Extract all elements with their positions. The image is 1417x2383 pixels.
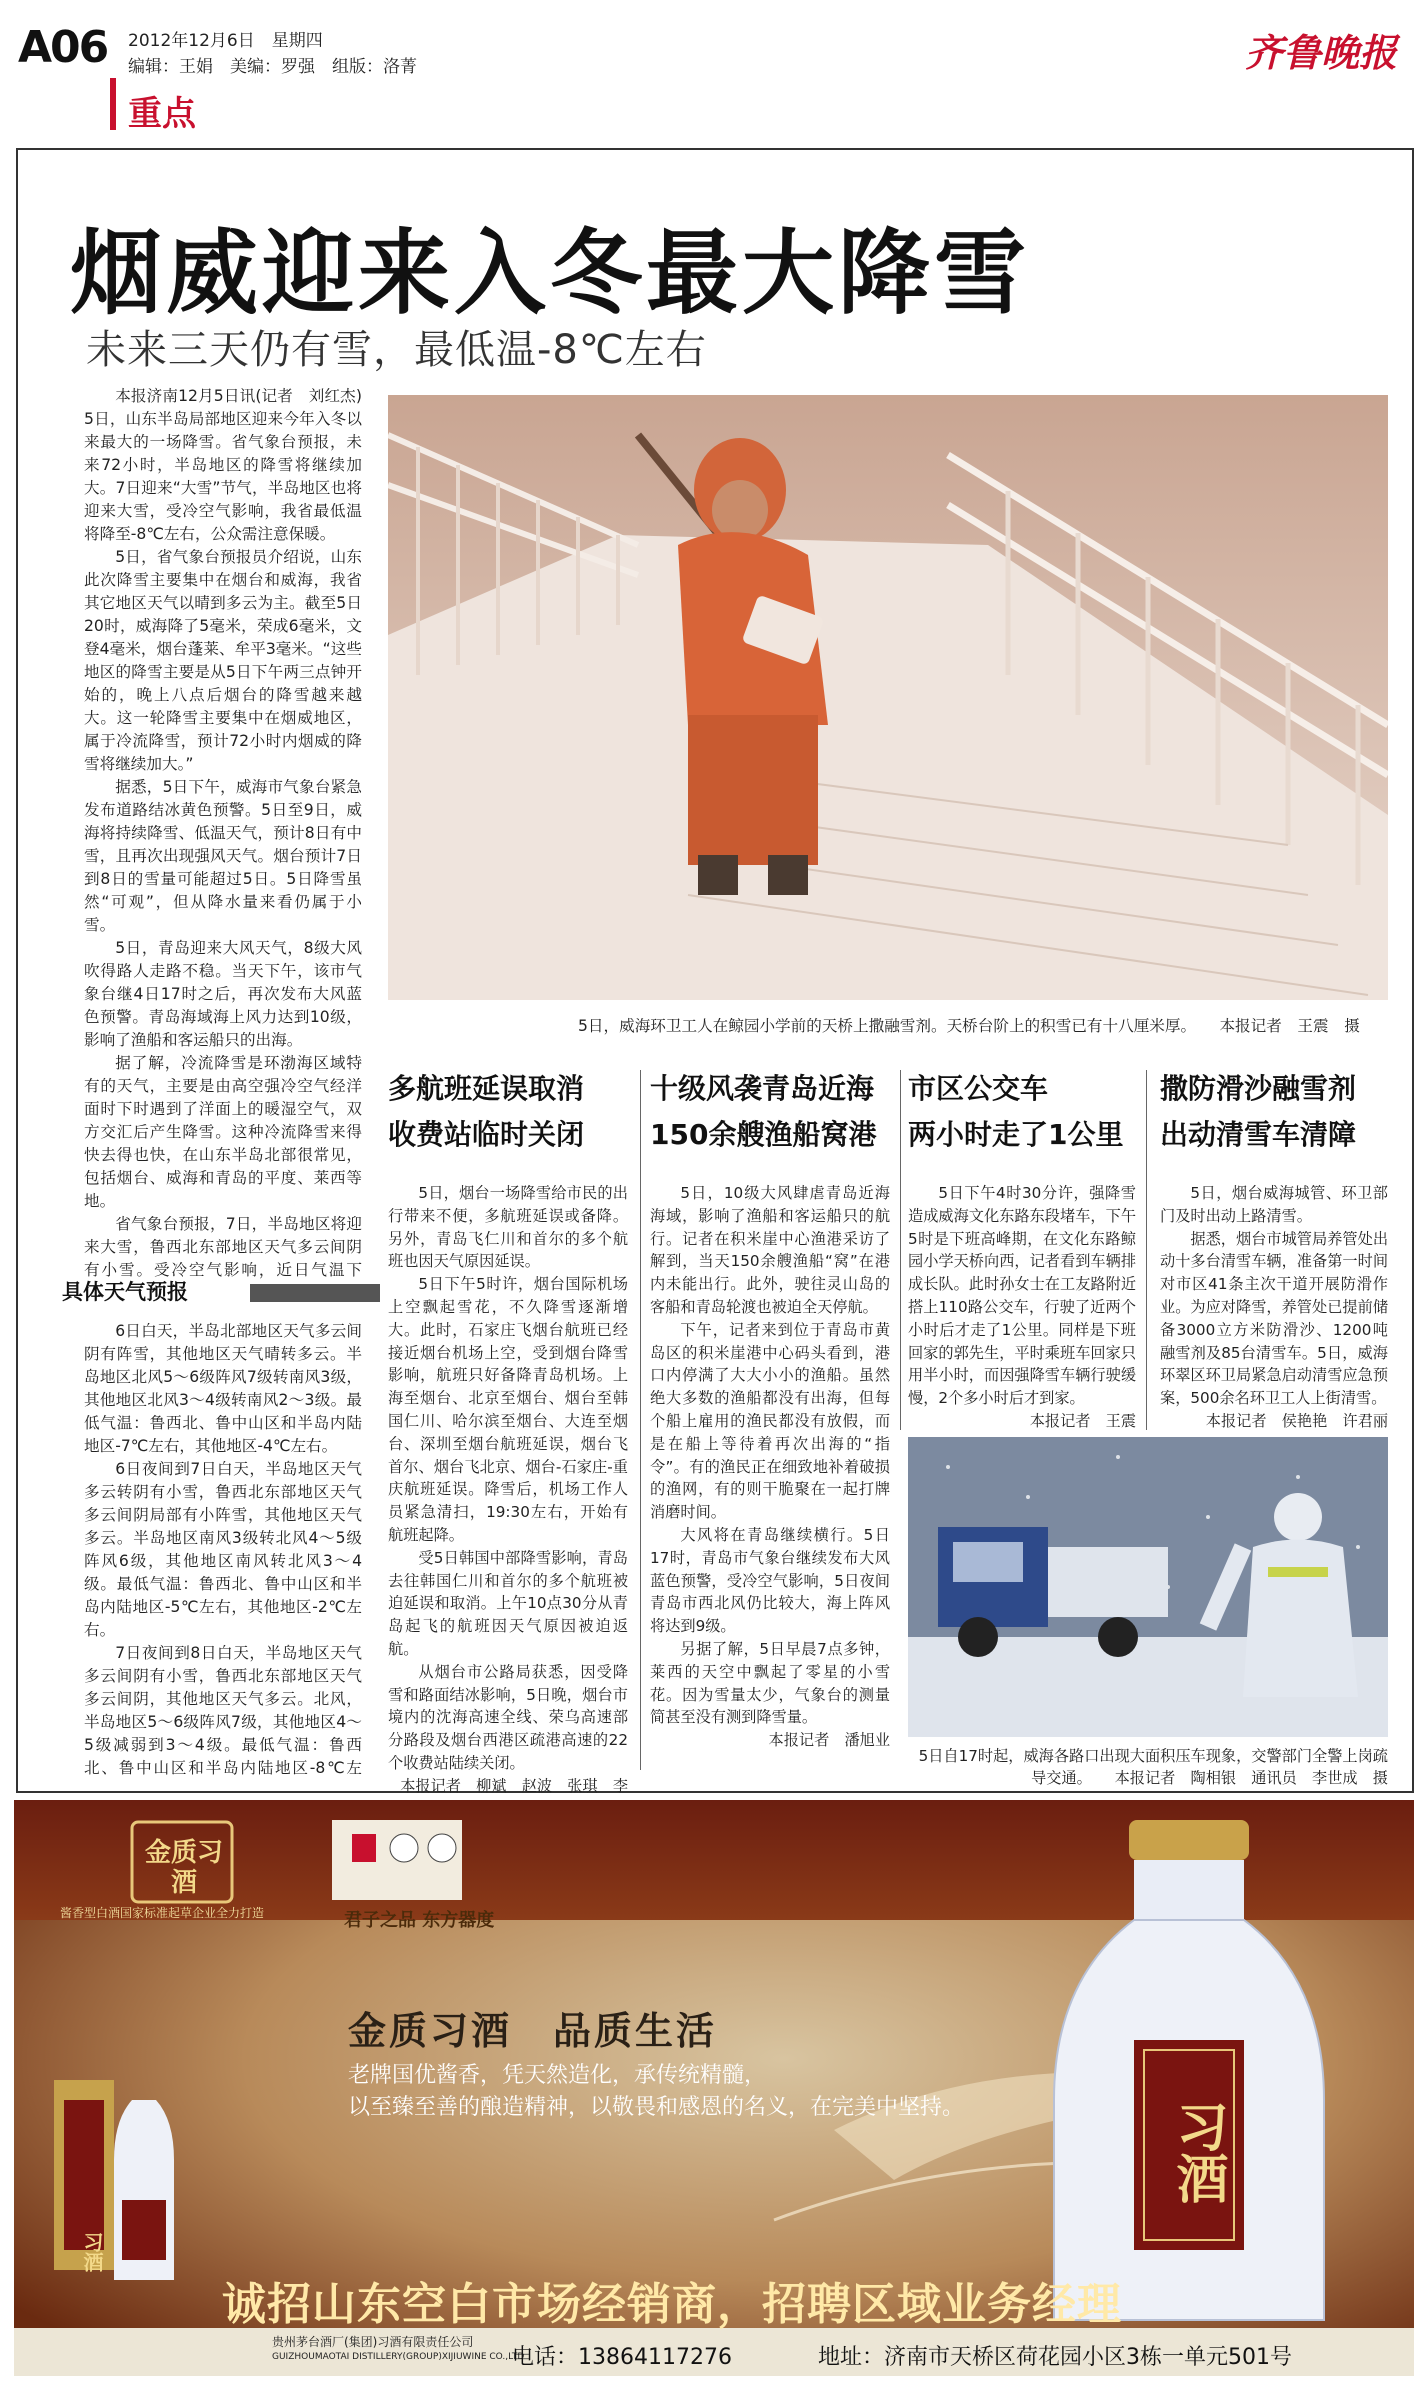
article-paragraph: 从烟台市公路局获悉，因受降雪和路面结冰影响，5日晚，烟台市境内的沈海高速全线、荣乌高速部分路段及烟台西港区疏港高速的22个收费站陆续关闭。 [388, 1662, 628, 1772]
giftbox-label: 习酒 [80, 2232, 104, 2272]
ad-brand-tagline: 酱香型白酒国家标准起草企业全力打造 [60, 1906, 265, 1920]
article-paragraph: 下午，记者来到位于青岛市黄岛区的积米崖港中心码头看到，港口内停满了大大小小的渔船。虽然绝大多数的渔船都没有出海，但每个船上雇用的渔民都没有放假，而是在船上等待着再次出海的“指令”。有的渔民正在细致地补着破损的渔网，有的则干脆聚在一起打牌消磨时间。 [650, 1320, 890, 1522]
ad-tagline: 君子之品 东方器度 [344, 1910, 495, 1931]
page-number: A06 [18, 22, 108, 73]
article-title-line: 出动清雪车清障 [1160, 1118, 1357, 1151]
article-title-line: 市区公交车 [908, 1072, 1049, 1105]
article-title-line: 收费站临时关闭 [388, 1118, 585, 1151]
traffic-police-illustration [908, 1437, 1388, 1737]
ad-copy-line: 老牌国优酱香，凭天然造化，承传统精髓， [348, 2063, 767, 2088]
date-line: 2012年12月6日 星期四 [128, 31, 323, 51]
article-title-line: 150余艘渔船窝港 [650, 1118, 877, 1151]
article-fishing-boats [650, 1066, 890, 1752]
ad-copy-line: 以至臻至善的酿造精神，以敬畏和感恩的名义，在完美中坚持。 [348, 2095, 965, 2120]
ad-slogan: 金质习酒 品质生活 [348, 2008, 718, 2053]
article-bus [908, 1066, 1136, 1433]
snow-stairs-illustration [388, 395, 1388, 1000]
article-paragraph: 受5日韩国中部降雪影响，青岛去往韩国仁川和首尔的多个航班被迫延误和取消。上午10点30分从青岛起飞的航班因天气原因被迫返航。 [388, 1548, 628, 1658]
article-paragraph: 5日，烟台威海城管、环卫部门及时出动上路清雪。 [1160, 1184, 1388, 1225]
article-body [1160, 1182, 1388, 1433]
article-paragraph: 另据了解，5日早晨7点多钟，莱西的天空中飘起了零星的小雪花。因为雪量太少，气象台的测量简甚至没有测到降雪量。 [650, 1639, 890, 1727]
bottle-label: 习酒 [1167, 2100, 1228, 2204]
ad-brand-logo: 金质习酒 [144, 1838, 223, 1898]
traffic-police-photo [908, 1437, 1388, 1737]
lead-paragraph: 5日，青岛迎来大风天气，8级大风吹得路人走路不稳。当天下午，该市气象台继4日17时之后，再次发布大风蓝色预警。青岛海域海上风力达到10级，影响了渔船和客运船只的出海。 [84, 939, 362, 1049]
forecast-paragraph: 6日夜间到7日白天，半岛地区天气多云转阴有小雪，鲁西北东部地区天气多云间阴局部有小阵雪，其他地区天气多云。半岛地区南风3级转北风4～5级阵风6级，其他地区南风转北风3～4级。最低气温：鲁西北、鲁中山区和半岛内陆地区-5℃左右，其他地区-2℃左右。 [84, 1460, 362, 1639]
article-paragraph: 据悉，烟台市城管局养管处出动十多台清雪车辆，准备第一时间对市区41条主次干道开展防滑作业。为应对降雪，养管处已提前储备3000立方米防滑沙、1200吨融雪剂及85台清雪车。5日，威海环翠区环卫局紧急启动清雪应急预案，500余名环卫工人上街清雪。 [1160, 1229, 1388, 1408]
photo1-caption: 5日，威海环卫工人在鲸园小学前的天桥上撒融雪剂。天桥台阶上的积雪已有十八厘米厚。 本报记者 王震 摄 [578, 1017, 1360, 1035]
column-divider [1146, 1070, 1147, 1430]
weather-heading [62, 1276, 380, 1312]
article-body [650, 1182, 890, 1752]
article-body [388, 1182, 628, 1820]
article-title-line: 多航班延误取消 [388, 1072, 585, 1105]
lead-paragraph: 本报济南12月5日讯(记者 刘红杰) 5日，山东半岛局部地区迎来今年入冬以来最大的一场降雪。省气象台预报，未来72小时，半岛地区的降雪将继续加大。7日迎来“大雪”节气，半岛地区也将迎来大雪，受冷空气影响，我省最低温将降至-8℃左右，公众需注意保暖。 [84, 387, 362, 543]
article-body [908, 1182, 1136, 1433]
lead-article [84, 385, 362, 1283]
article-paragraph: 5日下午5时许，烟台国际机场上空飘起雪花，不久降雪逐渐增大。此时，石家庄飞烟台航班已经接近烟台机场上空，受到烟台降雪影响，航班只好备降青岛机场。上海至烟台、北京至烟台、烟台至韩国仁川、哈尔滨至烟台、大连至烟台、深圳至烟台航班延误，烟台飞首尔、烟台飞北京、烟台-石家庄-重庆航班延误。降雪后，机场工作人员紧急清扫，19:30左右，开始有航班起降。 [388, 1275, 628, 1544]
ad-address: 地址：济南市天桥区荷花园小区3栋一单元501号 [818, 2345, 1292, 2370]
article-snow-clearing [1160, 1066, 1388, 1433]
photo2-caption: 5日自17时起，威海各路口出现大面积压车现象，交警部门全警上岗疏导交通。 本报记者 陶相银 通讯员 李世成 摄 [918, 1747, 1388, 1787]
heading-bar [250, 1284, 380, 1302]
snow-stairs-photo [388, 395, 1388, 1000]
article-paragraph: 5日下午4时30分许，强降雪造成威海文化东路东段堵车，下午5时是下班高峰期，在文化东路鲸园小学天桥向西，记者看到车辆排成长队。此时孙女士在工友路附近搭上110路公交车，行驶了近两个小时后才走了1公里。同样是下班回家的郭先生，平时乘班车回家只用半小时，而因强降雪车辆行驶缓慢，2个多小时后才到家。 [908, 1184, 1136, 1408]
headline: 烟威迎来入冬最大降雪 [70, 220, 1031, 327]
article-title-line: 撒防滑沙融雪剂 [1160, 1072, 1357, 1105]
column-divider [640, 1070, 641, 1770]
section-title: 重点 [128, 94, 196, 134]
company-name-en: GUIZHOUMAOTAI DISTILLERY(GROUP)XIJIUWINE CO.,LTD [272, 2352, 525, 2362]
lead-paragraph: 据了解，冷流降雪是环渤海区域特有的天气，主要是由高空强冷空气经洋面时下时遇到了洋面上的暖湿空气，双方交汇后产生降雪。这种冷流降雪来得快去得也快，在山东半岛北部很常见，包括烟台、威海和青岛的平度、莱西等地。 [84, 1054, 362, 1210]
lead-paragraph: 省气象台预报，7日，半岛地区将迎来大雪，鲁西北东部地区天气多云间阴有小雪。受冷空气影响，近日气温下 [84, 1215, 362, 1279]
company-name-cn: 贵州茅台酒厂(集团)习酒有限责任公司 [272, 2335, 474, 2349]
forecast-paragraph: 6日白天，半岛北部地区天气多云间阴有阵雪，其他地区天气晴转多云。半岛地区北风5～6级阵风7级转南风3级，其他地区北风3～4级转南风2～3级。最低气温：鲁西北、鲁中山区和半岛内陆地区-7℃左右，其他地区-4℃左右。 [84, 1322, 362, 1455]
article-title-line: 两小时走了1公里 [908, 1118, 1124, 1151]
ad-company [272, 2335, 524, 2365]
lead-paragraph: 5日，省气象台预报员介绍说，山东此次降雪主要集中在烟台和威海，我省其它地区天气以晴到多云为主。截至5日20时，威海降了5毫米，荣成6毫米，文登4毫米，烟台蓬莱、牟平3毫米。“这些地区的降雪主要是从5日下午两三点钟开始的，晚上八点后烟台的降雪越来越大。这一轮降雪主要集中在烟威地区，属于冷流降雪，预计72小时内烟威的降雪将继续加大。” [84, 548, 362, 773]
article-credit: 本报记者 侯艳艳 许君丽 [1205, 1411, 1388, 1430]
column-divider [900, 1070, 901, 1430]
article-paragraph: 5日，10级大风肆虐青岛近海海域，影响了渔船和客运船只的航行。记者在积米崖中心渔港采访了解到，当天150余艘渔船“窝”在港内未能出行。此外，驶往灵山岛的客船和青岛轮渡也被迫全天停航。 [650, 1184, 890, 1316]
forecast-paragraph: 7日夜间到8日白天，半岛地区天气多云间阴有小雪，鲁西北东部地区天气多云间阴，其他地区天气多云。北风，半岛地区5～6级阵风7级，其他地区4～5级减弱到3～4级。最低气温：鲁西北、鲁中山区和半岛内陆地区-8℃左 [84, 1644, 362, 1777]
article-credit: 本报记者 潘旭业 [768, 1731, 890, 1750]
article-title-line: 十级风袭青岛近海 [650, 1072, 875, 1105]
lead-paragraph: 据悉，5日下午，威海市气象台紧急发布道路结冰黄色预警。5日至9日，威海将持续降雪、低温天气，预计8日有中雪，且再次出现强风天气。烟台预计7日到8日的雪量可能超过5日。5日降雪虽然“可观”，但从降水量来看仍属于小雪。 [84, 778, 362, 934]
ad-phone: 电话：13864117276 [512, 2345, 732, 2370]
section-bar [110, 78, 116, 130]
ad-recruit-banner: 诚招山东空白市场经销商，招聘区域业务经理 [222, 2279, 1122, 2330]
subheadline: 未来三天仍有雪，最低温-8℃左右 [86, 327, 707, 373]
editors-line: 编辑：王娟 美编：罗强 组版：洛菁 [128, 57, 417, 77]
article-paragraph: 5日，烟台一场降雪给市民的出行带来不便，多航班延误或备降。另外，青岛飞仁川和首尔的多个航班也因天气原因延误。 [388, 1184, 628, 1271]
weather-heading-text: 具体天气预报 [62, 1280, 188, 1304]
article-paragraph: 大风将在青岛继续横行。5日17时，青岛市气象台继续发布大风蓝色预警，受冷空气影响，5日夜间青岛市西北风仍比较大，海上阵风将达到9级。 [650, 1525, 890, 1636]
article-credit: 本报记者 王震 [1029, 1411, 1136, 1430]
newspaper-logo: 齐鲁晚报 [1244, 30, 1397, 75]
weather-forecast [84, 1320, 362, 1780]
article-credit: 本报记者 柳斌 赵波 张琪 李 [400, 1776, 628, 1795]
article-flights [388, 1066, 628, 1820]
